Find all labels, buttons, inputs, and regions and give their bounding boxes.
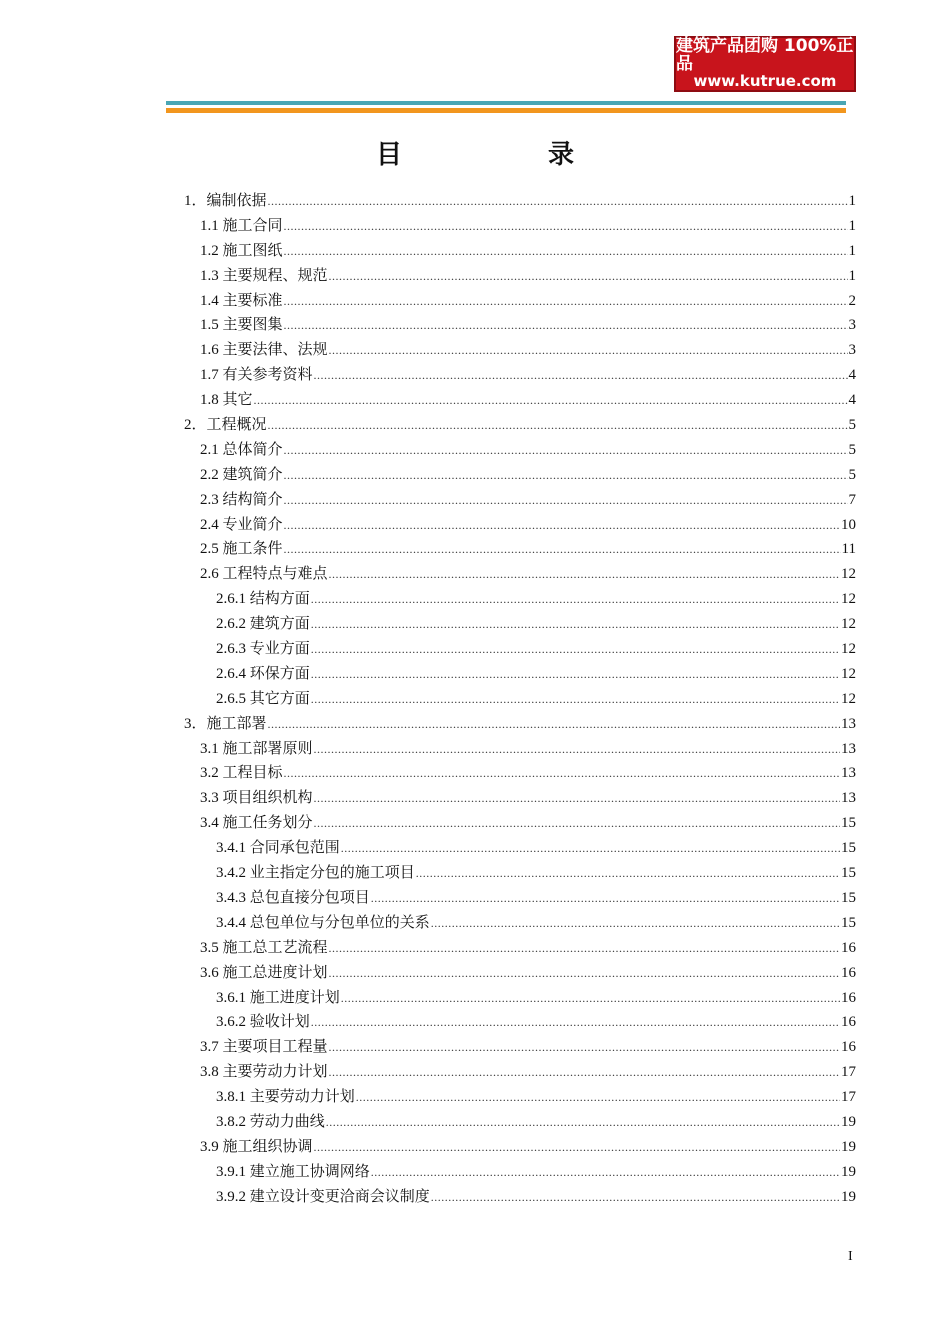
toc-entry-page: 13 — [841, 765, 856, 782]
toc-entry-label: 3.3 项目组织机构 — [200, 790, 313, 807]
toc-entry[interactable] — [184, 612, 856, 637]
toc-entry[interactable] — [184, 239, 856, 264]
toc-entry[interactable] — [184, 961, 856, 986]
toc-entry-page: 12 — [841, 566, 856, 583]
toc-dot-leader — [311, 1015, 840, 1030]
toc-entry-label: 3.4.1 合同承包范围 — [216, 840, 340, 857]
toc-entry[interactable] — [184, 1135, 856, 1160]
toc-entry-page: 3 — [848, 317, 856, 334]
toc-entry-page: 12 — [841, 616, 856, 633]
toc-entry[interactable] — [184, 289, 856, 314]
toc-dot-leader — [314, 368, 848, 383]
toc-entry-label: 1．编制依据 — [184, 193, 267, 209]
toc-entry-label: 3.7 主要项目工程量 — [200, 1039, 328, 1056]
toc-dot-leader — [284, 244, 848, 259]
toc-entry[interactable] — [184, 313, 856, 338]
toc-entry-label: 1.2 施工图纸 — [200, 242, 283, 259]
toc-entry-label: 2.1 总体简介 — [200, 441, 283, 458]
toc-entry[interactable] — [184, 761, 856, 786]
toc-dot-leader — [431, 916, 840, 931]
toc-dot-leader — [329, 269, 848, 284]
toc-entry[interactable] — [184, 786, 856, 811]
toc-entry-page: 5 — [848, 466, 856, 483]
toc-entry[interactable] — [184, 189, 856, 214]
toc-dot-leader — [311, 592, 840, 607]
toc-entry-page: 16 — [841, 939, 856, 956]
toc-dot-leader — [371, 1165, 840, 1180]
toc-dot-leader — [371, 891, 840, 906]
table-of-contents — [184, 189, 856, 1210]
toc-entry-page: 13 — [841, 740, 856, 757]
toc-entry-page: 19 — [841, 1163, 856, 1180]
toc-dot-leader — [284, 468, 848, 483]
toc-entry-page: 1 — [848, 217, 856, 234]
toc-entry-label: 1.3 主要规程、规范 — [200, 267, 328, 284]
toc-entry[interactable] — [184, 438, 856, 463]
toc-dot-leader — [284, 219, 848, 234]
toc-entry-label: 2.6.1 结构方面 — [216, 591, 310, 608]
page-number: I — [848, 1249, 853, 1264]
toc-entry-label: 3.2 工程目标 — [200, 765, 283, 782]
toc-dot-leader — [431, 1190, 840, 1205]
toc-entry-page: 1 — [848, 267, 856, 284]
toc-dot-leader — [311, 692, 840, 707]
toc-entry-label: 3.8.2 劳动力曲线 — [216, 1113, 325, 1130]
toc-dot-leader — [268, 194, 848, 209]
toc-entry[interactable] — [184, 737, 856, 762]
logo-url: www.kutrue.com — [693, 71, 837, 90]
toc-dot-leader — [329, 941, 840, 956]
toc-entry[interactable] — [184, 712, 856, 737]
toc-dot-leader — [356, 1090, 840, 1105]
brand-logo[interactable] — [674, 36, 856, 92]
toc-dot-leader — [329, 343, 848, 358]
toc-entry-label: 3．施工部署 — [184, 715, 267, 732]
toc-entry-label: 1.8 其它 — [200, 392, 253, 409]
toc-entry-label: 3.4.3 总包直接分包项目 — [216, 889, 370, 906]
toc-entry[interactable] — [184, 463, 856, 488]
toc-entry-page: 19 — [841, 1138, 856, 1155]
toc-entry-page: 15 — [841, 914, 856, 931]
toc-entry-label: 2.5 施工条件 — [200, 541, 283, 558]
toc-entry-label: 3.4.2 业主指定分包的施工项目 — [216, 865, 415, 882]
toc-entry[interactable] — [184, 662, 856, 687]
toc-entry[interactable] — [184, 911, 856, 936]
toc-entry-label: 1.1 施工合同 — [200, 217, 283, 234]
toc-entry[interactable] — [184, 264, 856, 289]
toc-entry-page: 13 — [841, 790, 856, 807]
toc-entry-label: 3.6.1 施工进度计划 — [216, 989, 340, 1006]
toc-dot-leader — [284, 766, 840, 781]
toc-entry-label: 2.6 工程特点与难点 — [200, 566, 328, 583]
toc-entry-page: 12 — [841, 591, 856, 608]
toc-dot-leader — [284, 518, 840, 533]
toc-entry[interactable] — [184, 388, 856, 413]
toc-dot-leader — [314, 742, 840, 757]
toc-dot-leader — [311, 617, 840, 632]
toc-dot-leader — [341, 841, 840, 856]
toc-entry[interactable] — [184, 886, 856, 911]
header-rule-teal — [166, 101, 846, 105]
toc-entry-page: 10 — [841, 516, 856, 533]
toc-entry-page: 19 — [841, 1113, 856, 1130]
toc-entry-label: 2.2 建筑简介 — [200, 466, 283, 483]
toc-entry-label: 2.6.5 其它方面 — [216, 690, 310, 707]
toc-entry[interactable] — [184, 811, 856, 836]
toc-entry-label: 3.9.1 建立施工协调网络 — [216, 1163, 370, 1180]
toc-entry-page: 3 — [848, 342, 856, 359]
toc-entry-page: 17 — [841, 1089, 856, 1106]
toc-entry[interactable] — [184, 1035, 856, 1060]
toc-entry-label: 3.8 主要劳动力计划 — [200, 1064, 328, 1081]
toc-entry-page: 16 — [841, 1014, 856, 1031]
toc-entry[interactable] — [184, 214, 856, 239]
toc-entry-page: 5 — [848, 441, 856, 458]
toc-dot-leader — [284, 294, 848, 309]
toc-entry-label: 2.4 专业简介 — [200, 516, 283, 533]
toc-entry-page: 15 — [841, 865, 856, 882]
toc-entry-page: 15 — [841, 840, 856, 857]
toc-entry[interactable] — [184, 1110, 856, 1135]
toc-entry[interactable] — [184, 1010, 856, 1035]
toc-entry-label: 2．工程概况 — [184, 417, 267, 434]
toc-entry[interactable] — [184, 1060, 856, 1085]
toc-entry-page: 16 — [841, 1039, 856, 1056]
toc-dot-leader — [284, 542, 841, 557]
toc-entry-label: 3.4.4 总包单位与分包单位的关系 — [216, 914, 430, 931]
toc-dot-leader — [254, 393, 848, 408]
toc-dot-leader — [284, 443, 848, 458]
toc-entry-page: 15 — [841, 815, 856, 832]
toc-entry[interactable] — [184, 413, 856, 438]
toc-dot-leader — [311, 642, 840, 657]
toc-entry-page: 12 — [841, 665, 856, 682]
toc-entry-page: 2 — [848, 292, 856, 309]
toc-dot-leader — [326, 1115, 840, 1130]
toc-entry[interactable] — [184, 1185, 856, 1210]
toc-dot-leader — [268, 717, 840, 732]
toc-entry-page: 16 — [841, 989, 856, 1006]
toc-entry-page: 19 — [841, 1188, 856, 1205]
toc-entry[interactable] — [184, 513, 856, 538]
toc-dot-leader — [341, 991, 840, 1006]
toc-entry-page: 7 — [848, 491, 856, 508]
toc-entry[interactable] — [184, 986, 856, 1011]
toc-dot-leader — [311, 667, 840, 682]
toc-dot-leader — [268, 418, 848, 433]
toc-dot-leader — [329, 966, 840, 981]
toc-entry-label: 2.6.3 专业方面 — [216, 641, 310, 658]
toc-entry-label: 2.6.2 建筑方面 — [216, 616, 310, 633]
toc-dot-leader — [329, 1065, 840, 1080]
toc-entry-page: 5 — [848, 417, 856, 434]
toc-entry-page: 11 — [841, 541, 856, 558]
toc-entry[interactable] — [184, 936, 856, 961]
toc-entry[interactable] — [184, 836, 856, 861]
toc-entry[interactable] — [184, 1160, 856, 1185]
toc-entry-label: 3.9.2 建立设计变更洽商会议制度 — [216, 1188, 430, 1205]
toc-entry-page: 13 — [841, 715, 856, 732]
toc-entry-label: 3.6.2 验收计划 — [216, 1014, 310, 1031]
toc-entry[interactable] — [184, 1085, 856, 1110]
toc-dot-leader — [329, 1040, 840, 1055]
toc-entry[interactable] — [184, 687, 856, 712]
toc-entry-page: 16 — [841, 964, 856, 981]
toc-entry[interactable] — [184, 338, 856, 363]
toc-entry[interactable] — [184, 637, 856, 662]
toc-dot-leader — [314, 816, 840, 831]
toc-dot-leader — [416, 866, 840, 881]
header-rule-orange — [166, 108, 846, 113]
toc-entry-label: 2.6.4 环保方面 — [216, 665, 310, 682]
logo-slogan: 建筑产品团购 100%正品 — [676, 36, 854, 75]
toc-entry-label: 1.6 主要法律、法规 — [200, 342, 328, 359]
toc-entry[interactable] — [184, 562, 856, 587]
toc-entry-label: 3.9 施工组织协调 — [200, 1138, 313, 1155]
page-title: 目 录 — [375, 140, 634, 170]
toc-entry-page: 12 — [841, 641, 856, 658]
toc-entry[interactable] — [184, 587, 856, 612]
toc-dot-leader — [314, 1140, 840, 1155]
toc-entry-label: 3.4 施工任务划分 — [200, 815, 313, 832]
toc-entry-label: 2.3 结构简介 — [200, 491, 283, 508]
toc-entry-page: 1 — [848, 242, 856, 259]
toc-entry-label: 1.7 有关参考资料 — [200, 367, 313, 384]
toc-dot-leader — [314, 791, 840, 806]
toc-entry[interactable] — [184, 488, 856, 513]
toc-entry-page: 4 — [848, 392, 856, 409]
toc-entry-label: 3.8.1 主要劳动力计划 — [216, 1089, 355, 1106]
toc-dot-leader — [329, 567, 840, 582]
toc-entry-label: 3.5 施工总工艺流程 — [200, 939, 328, 956]
toc-entry-label: 3.6 施工总进度计划 — [200, 964, 328, 981]
toc-entry[interactable] — [184, 861, 856, 886]
toc-entry-page: 15 — [841, 889, 856, 906]
toc-entry-page: 12 — [841, 690, 856, 707]
toc-entry[interactable] — [184, 363, 856, 388]
toc-entry-page: 17 — [841, 1064, 856, 1081]
toc-entry[interactable] — [184, 537, 856, 562]
toc-entry-page: 4 — [848, 367, 856, 384]
toc-entry-label: 1.5 主要图集 — [200, 317, 283, 334]
toc-entry-label: 1.4 主要标准 — [200, 292, 283, 309]
toc-entry-label: 3.1 施工部署原则 — [200, 740, 313, 757]
toc-entry-page: 1 — [848, 193, 856, 209]
toc-dot-leader — [284, 318, 848, 333]
toc-dot-leader — [284, 493, 848, 508]
